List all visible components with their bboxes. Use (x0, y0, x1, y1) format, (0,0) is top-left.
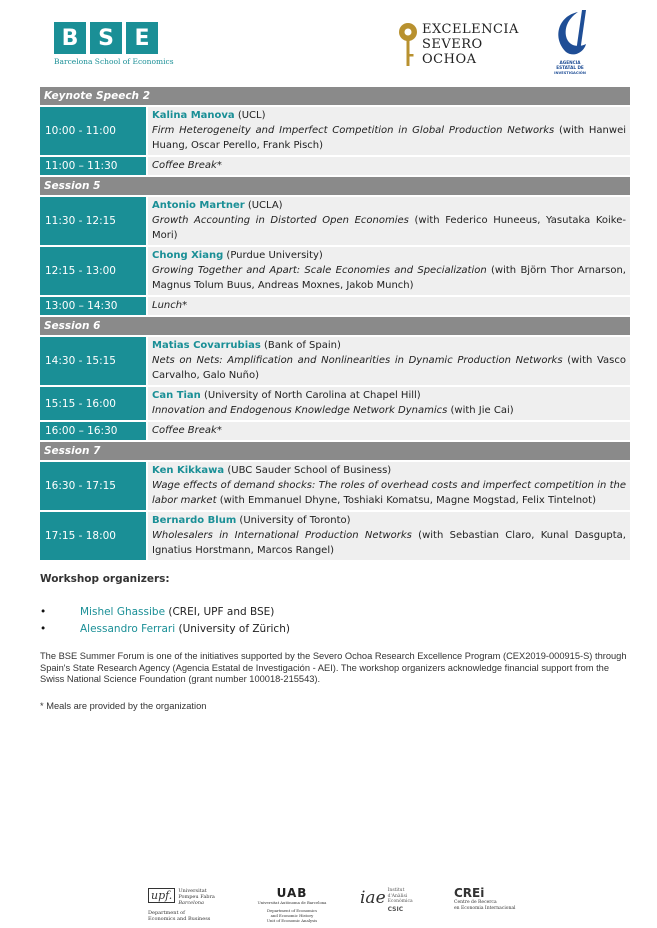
paper-title: Nets on Nets: Amplification and Nonlinearities in Dynamic Production Networks (152, 355, 563, 366)
time-slot: 11:30 - 12:15 (40, 197, 146, 245)
uab-line: and Economic History (270, 913, 314, 918)
speaker-name: Bernardo Blum (152, 515, 237, 526)
iae-line: d'Anàlisi (387, 893, 408, 899)
svg-text:ESTATAL DE: ESTATAL DE (556, 65, 584, 70)
list-item (40, 604, 290, 621)
speaker-affiliation: (UCL) (234, 110, 266, 121)
iae-mark: iae (360, 888, 386, 908)
table-row (40, 197, 630, 245)
bse-letter: B (54, 22, 86, 54)
paper-title: Growing Together and Apart: Scale Economies and Specialization (152, 265, 487, 276)
iae-line: Institut (387, 888, 405, 893)
severo-ochoa-logo (398, 22, 519, 68)
speaker-affiliation: (UBC Sauder School of Business) (224, 465, 392, 476)
severo-ochoa-seal-icon (398, 22, 418, 68)
talk-cell (148, 387, 630, 420)
speaker-affiliation: (University of Toronto) (236, 515, 351, 526)
break-label: Lunch* (148, 297, 630, 315)
speaker-name: Chong Xiang (152, 250, 224, 261)
upf-line: Pompeu Fabra (178, 894, 215, 900)
list-item (40, 621, 290, 638)
speaker-name: Ken Kikkawa (152, 465, 225, 476)
break-label: Coffee Break* (148, 422, 630, 440)
uab-line: Universitat Autònoma de Barcelona (257, 900, 327, 905)
bse-letter: E (126, 22, 158, 54)
aei-logo (548, 8, 592, 78)
speaker-affiliation: (Purdue University) (223, 250, 323, 261)
organizers-heading: Workshop organizers: (40, 573, 170, 585)
time-slot: 10:00 - 11:00 (40, 107, 146, 155)
uab-mark: UAB (276, 886, 308, 900)
break-label: Coffee Break* (148, 157, 630, 175)
coauthors: (with Emmanuel Dhyne, Toshiaki Komatsu, Magne Mogstad, Felix Tintelnot) (216, 495, 596, 506)
time-slot: 14:30 - 15:15 (40, 337, 146, 385)
speaker-affiliation: (University of North Carolina at Chapel Hill) (200, 390, 421, 401)
bse-subtitle: Barcelona School of Economics (54, 57, 174, 66)
crei-line: Centre de Recerca (454, 900, 497, 905)
paper-title: Wholesalers in International Production Networks (152, 530, 412, 541)
so-line: OCHOA (422, 52, 477, 67)
time-slot: 17:15 - 18:00 (40, 512, 146, 560)
time-slot: 11:00 – 11:30 (40, 157, 146, 175)
crei-logo (454, 886, 524, 911)
coauthors: (with Sebastian Claro, Kunal Dasgupta, Ignatius Horstmann, Marcos Rangel) (152, 530, 626, 556)
organizers-list (40, 604, 290, 638)
upf-mark-icon: upf. (148, 888, 175, 903)
bse-logo (54, 22, 174, 66)
time-slot: 13:00 – 14:30 (40, 297, 146, 315)
uab-line: Department of Economics (266, 908, 318, 913)
speaker-name: Can Tian (152, 390, 201, 401)
crei-line: en Economia Internacional (454, 905, 516, 911)
talk-cell (148, 247, 630, 295)
table-row (40, 247, 630, 295)
coauthors: (with Hanwei Huang, Oscar Perello, Frank Pisch) (152, 125, 626, 151)
time-slot: 12:15 - 13:00 (40, 247, 146, 295)
table-row (40, 157, 630, 175)
time-slot: 15:15 - 16:00 (40, 387, 146, 420)
page-header (0, 0, 657, 85)
footer-logos (0, 880, 657, 928)
table-row (40, 297, 630, 315)
organizer-affiliation: (University of Zürich) (175, 623, 290, 635)
iae-line: CSIC (387, 905, 404, 913)
svg-text:INVESTIGACIÓN: INVESTIGACIÓN (554, 71, 586, 75)
talk-cell (148, 462, 630, 510)
talk-cell (148, 337, 630, 385)
time-slot: 16:30 - 17:15 (40, 462, 146, 510)
upf-line: Economics and Business (148, 916, 211, 922)
upf-line: Barcelona (178, 900, 204, 906)
coauthors: (with Jie Cai) (447, 405, 514, 416)
upf-line: Universitat (178, 888, 207, 894)
paper-title: Firm Heterogeneity and Imperfect Competition in Global Production Networks (152, 125, 555, 136)
crei-mark: CREi (454, 886, 485, 900)
speaker-name: Matias Covarrubias (152, 340, 261, 351)
so-line: SEVERO (422, 37, 483, 52)
coauthors: (with Federico Huneeus, Yasutaka Koike-Mori) (152, 215, 627, 241)
iae-line: Econòmica (387, 899, 413, 904)
bse-letter: S (90, 22, 122, 54)
svg-text:AGENCIA: AGENCIA (559, 60, 581, 65)
upf-line: Department of (148, 910, 185, 916)
talk-cell (148, 197, 630, 245)
organizer-name[interactable]: Mishel Ghassibe (80, 606, 166, 618)
meals-note: * Meals are provided by the organization (40, 701, 207, 711)
table-row (40, 107, 630, 155)
session-heading: Keynote Speech 2 (40, 87, 630, 105)
speaker-name: Antonio Martner (152, 200, 245, 211)
table-row (40, 387, 630, 420)
talk-cell (148, 512, 630, 560)
talk-cell (148, 107, 630, 155)
speaker-affiliation: (UCLA) (244, 200, 283, 211)
upf-logo (148, 888, 230, 922)
funding-note: The BSE Summer Forum is one of the initiatives supported by the Severo Ochoa Research Excellence Program (CEX2019-000915-S) through Spain's State Research Agency (Agencia Estatal de Investigación - AEI). The workshop organizers acknowledge financial support from the Swiss National Science Foundation (grant number 100018-215543). (40, 651, 627, 684)
speaker-affiliation: (Bank of Spain) (260, 340, 341, 351)
uab-logo (252, 886, 332, 923)
paper-title: Growth Accounting in Distorted Open Economies (152, 215, 409, 226)
paper-title: Innovation and Endogenous Knowledge Network Dynamics (152, 405, 448, 416)
paper-title: Wage effects of demand shocks: The roles of overhead costs and imperfect competition in the labor market (152, 480, 626, 506)
table-row (40, 422, 630, 440)
session-heading: Session 7 (40, 442, 630, 460)
speaker-name: Kalina Manova (152, 110, 235, 121)
so-line: EXCELENCIA (422, 22, 519, 37)
iae-logo (360, 888, 420, 912)
session-heading: Session 5 (40, 177, 630, 195)
table-row (40, 337, 630, 385)
session-heading: Session 6 (40, 317, 630, 335)
coauthors: (with Vasco Carvalho, Galo Nuño) (152, 355, 626, 381)
organizer-affiliation: (CREI, UPF and BSE) (165, 606, 275, 618)
time-slot: 16:00 – 16:30 (40, 422, 146, 440)
organizer-name[interactable]: Alessandro Ferrari (80, 623, 176, 635)
schedule-table (40, 87, 630, 562)
coauthors: (with Björn Thor Arnarson, Magnus Tolum Buus, Andreas Moxnes, Jakob Munch) (152, 265, 626, 291)
table-row (40, 462, 630, 510)
uab-line: Unit of Economic Analysis (266, 918, 318, 923)
table-row (40, 512, 630, 560)
